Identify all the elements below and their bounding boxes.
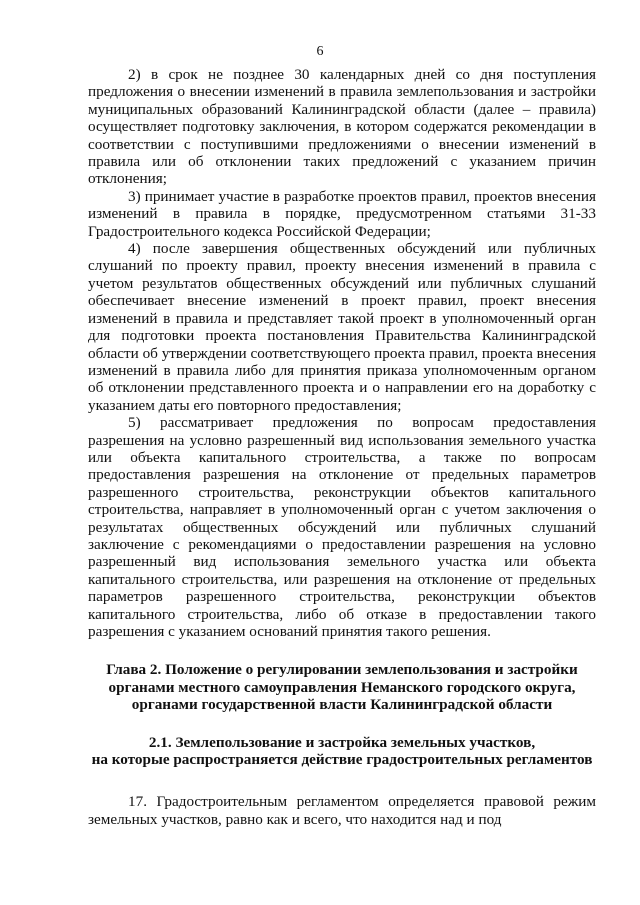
document-body	[88, 66, 596, 828]
chapter-heading-line: органами государственной власти Калининградской области	[131, 696, 553, 714]
chapter-heading-line: Глава 2. Положение о регулировании землепользования и застройки	[106, 661, 578, 679]
paragraph-item-4: 4) после завершения общественных обсуждений или публичных слушаний по проекту правил, проекту внесения изменений в правила с учетом результатов общественных обсуждений или публичных слушаний обеспечивает внесение изменений в проект правил, проект внесения изменений в правила и представляет такой проект в уполномоченный орган для подготовки проекта постановления Правительства Калининградской области об утверждении соответствующего проекта правил, проекта внесения изменений в правила либо для принятия приказа уполномоченным органом об отклонении представленного проекта и о направлении его на доработку с указанием даты его повторного предоставления;	[88, 240, 596, 414]
section-heading-line: 2.1. Землепользование и застройка земельных участков,	[148, 733, 536, 751]
section-heading-line: на которые распространяется действие градостроительных регламентов	[91, 751, 593, 769]
paragraph-item-5: 5) рассматривает предложения по вопросам предоставления разрешения на условно разрешенный вид использования земельного участка или объекта капитального строительства, а также по вопросам предоставления разрешения на отклонение от предельных параметров разрешенного строительства, реконструкции объектов капитального строительства, направляет в уполномоченный орган с учетом заключения о результатах общественных обсуждений или публичных слушаний заключение с рекомендациями о предоставлении разрешения на условно разрешенный вид использования земельного участка или объекта капитального строительства, или разрешения на отклонение от предельных параметров разрешенного строительства, реконструкции объектов капитального строительства, либо об отказе в предоставлении такого разрешения с указанием оснований принятия такого решения.	[88, 414, 596, 640]
paragraph-item-3: 3) принимает участие в разработке проектов правил, проектов внесения изменений в правила в порядке, предусмотренном статьями 31-33 Градостроительного кодекса Российской Федерации;	[88, 187, 596, 240]
paragraph-item-2: 2) в срок не позднее 30 календарных дней со дня поступления предложения о внесении изменений в правила землепользования и застройки муниципальных образований Калининградской области (далее – правила) осуществляет подготовку заключения, в котором содержатся рекомендации в соответствии с поступившими предложениями о внесении изменений в правила или об отклонении таких предложений с указанием причин отклонения;	[88, 66, 596, 188]
chapter-heading	[88, 661, 596, 713]
section-heading	[88, 734, 596, 769]
page-number: 6	[316, 44, 324, 59]
chapter-heading-line: органами местного самоуправления Неманского городского округа,	[108, 678, 576, 696]
paragraph-17: 17. Градостроительным регламентом определяется правовой режим земельных участков, равно как и всего, что находится над и под	[88, 793, 596, 828]
